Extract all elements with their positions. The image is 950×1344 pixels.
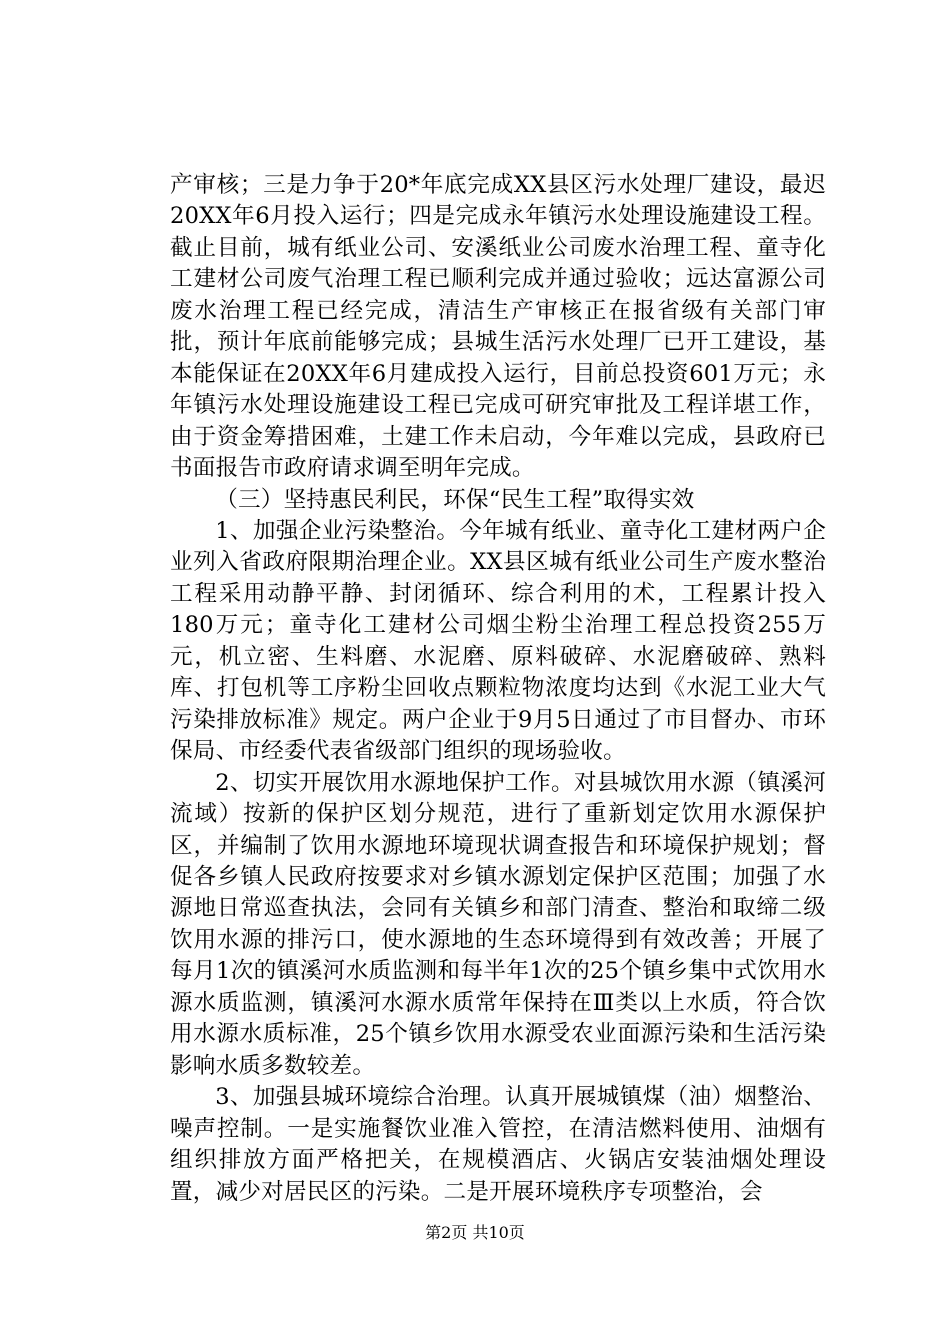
page-footer (0, 1223, 950, 1243)
paragraph-enterprise-pollution: 1、加强企业污染整治。今年城有纸业、童寺化工建材两户企业列入省政府限期治理企业。XX县区城有纸业公司生产废水整治工程采用动静平静、封闭循环、综合利用的术，工程累计投入180万元；童寺化工建材公司烟尘粉尘治理工程总投资255万元，机立密、生料磨、水泥磨、原料破碎、水泥磨破碎、熟料库、打包机等工序粉尘回收点颗粒物浓度均达到《水泥工业大气污染排放标准》规定。两户企业于9月5日通过了市目督办、市环保局、市经委代表省级部门组织的现场验收。 (170, 517, 826, 765)
page-number: 第2页 共10页 (425, 1223, 525, 1242)
section-heading: （三）坚持惠民利民，环保“民生工程”取得实效 (215, 486, 695, 513)
paragraph-continuation: 产审核；三是力争于20*年底完成XX县区污水处理厂建设，最迟20XX年6月投入运行；四是完成永年镇污水处理设施建设工程。截止目前，城有纸业公司、安溪纸业公司废水治理工程、童寺化工建材公司废气治理工程已顺利完成并通过验收；远达富源公司废水治理工程已经完成，清洁生产审核正在报省级有关部门审批，预计年底前能够完成；县城生活污水处理厂已开工建设，基本能保证在20XX年6月建成投入运行，目前总投资601万元；永年镇污水处理设施建设工程已完成可研究审批及工程详堪工作，由于资金筹措困难，土建工作未启动，今年难以完成，县政府已书面报告市政府请求调至明年完成。 (170, 172, 826, 482)
paragraph-county-environment: 3、加强县城环境综合治理。认真开展城镇煤（油）烟整治、噪声控制。一是实施餐饮业准入管控，在清洁燃料使用、油烟有组织排放方面严格把关，在规模酒店、火锅店安装油烟处理设置，减少对居民区的污染。二是开展环境秩序专项整治，会 (170, 1084, 826, 1205)
document-body (170, 170, 826, 1208)
paragraph-water-source-protection: 2、切实开展饮用水源地保护工作。对县城饮用水源（镇溪河流域）按新的保护区划分规范，进行了重新划定饮用水源保护区，并编制了饮用水源地环境现状调查报告和环境保护规划；督促各乡镇人民政府按要求对乡镇水源划定保护区范围；加强了水源地日常巡查执法，会同有关镇乡和部门清查、整治和取缔二级饮用水源的排污口，使水源地的生态环境得到有效改善；开展了每月1次的镇溪河水质监测和每半年1次的25个镇乡集中式饮用水源水质监测，镇溪河水源水质常年保持在Ⅲ类以上水质，符合饮用水源水质标准，25个镇乡饮用水源受农业面源污染和生活污染影响水质多数较差。 (170, 769, 826, 1079)
